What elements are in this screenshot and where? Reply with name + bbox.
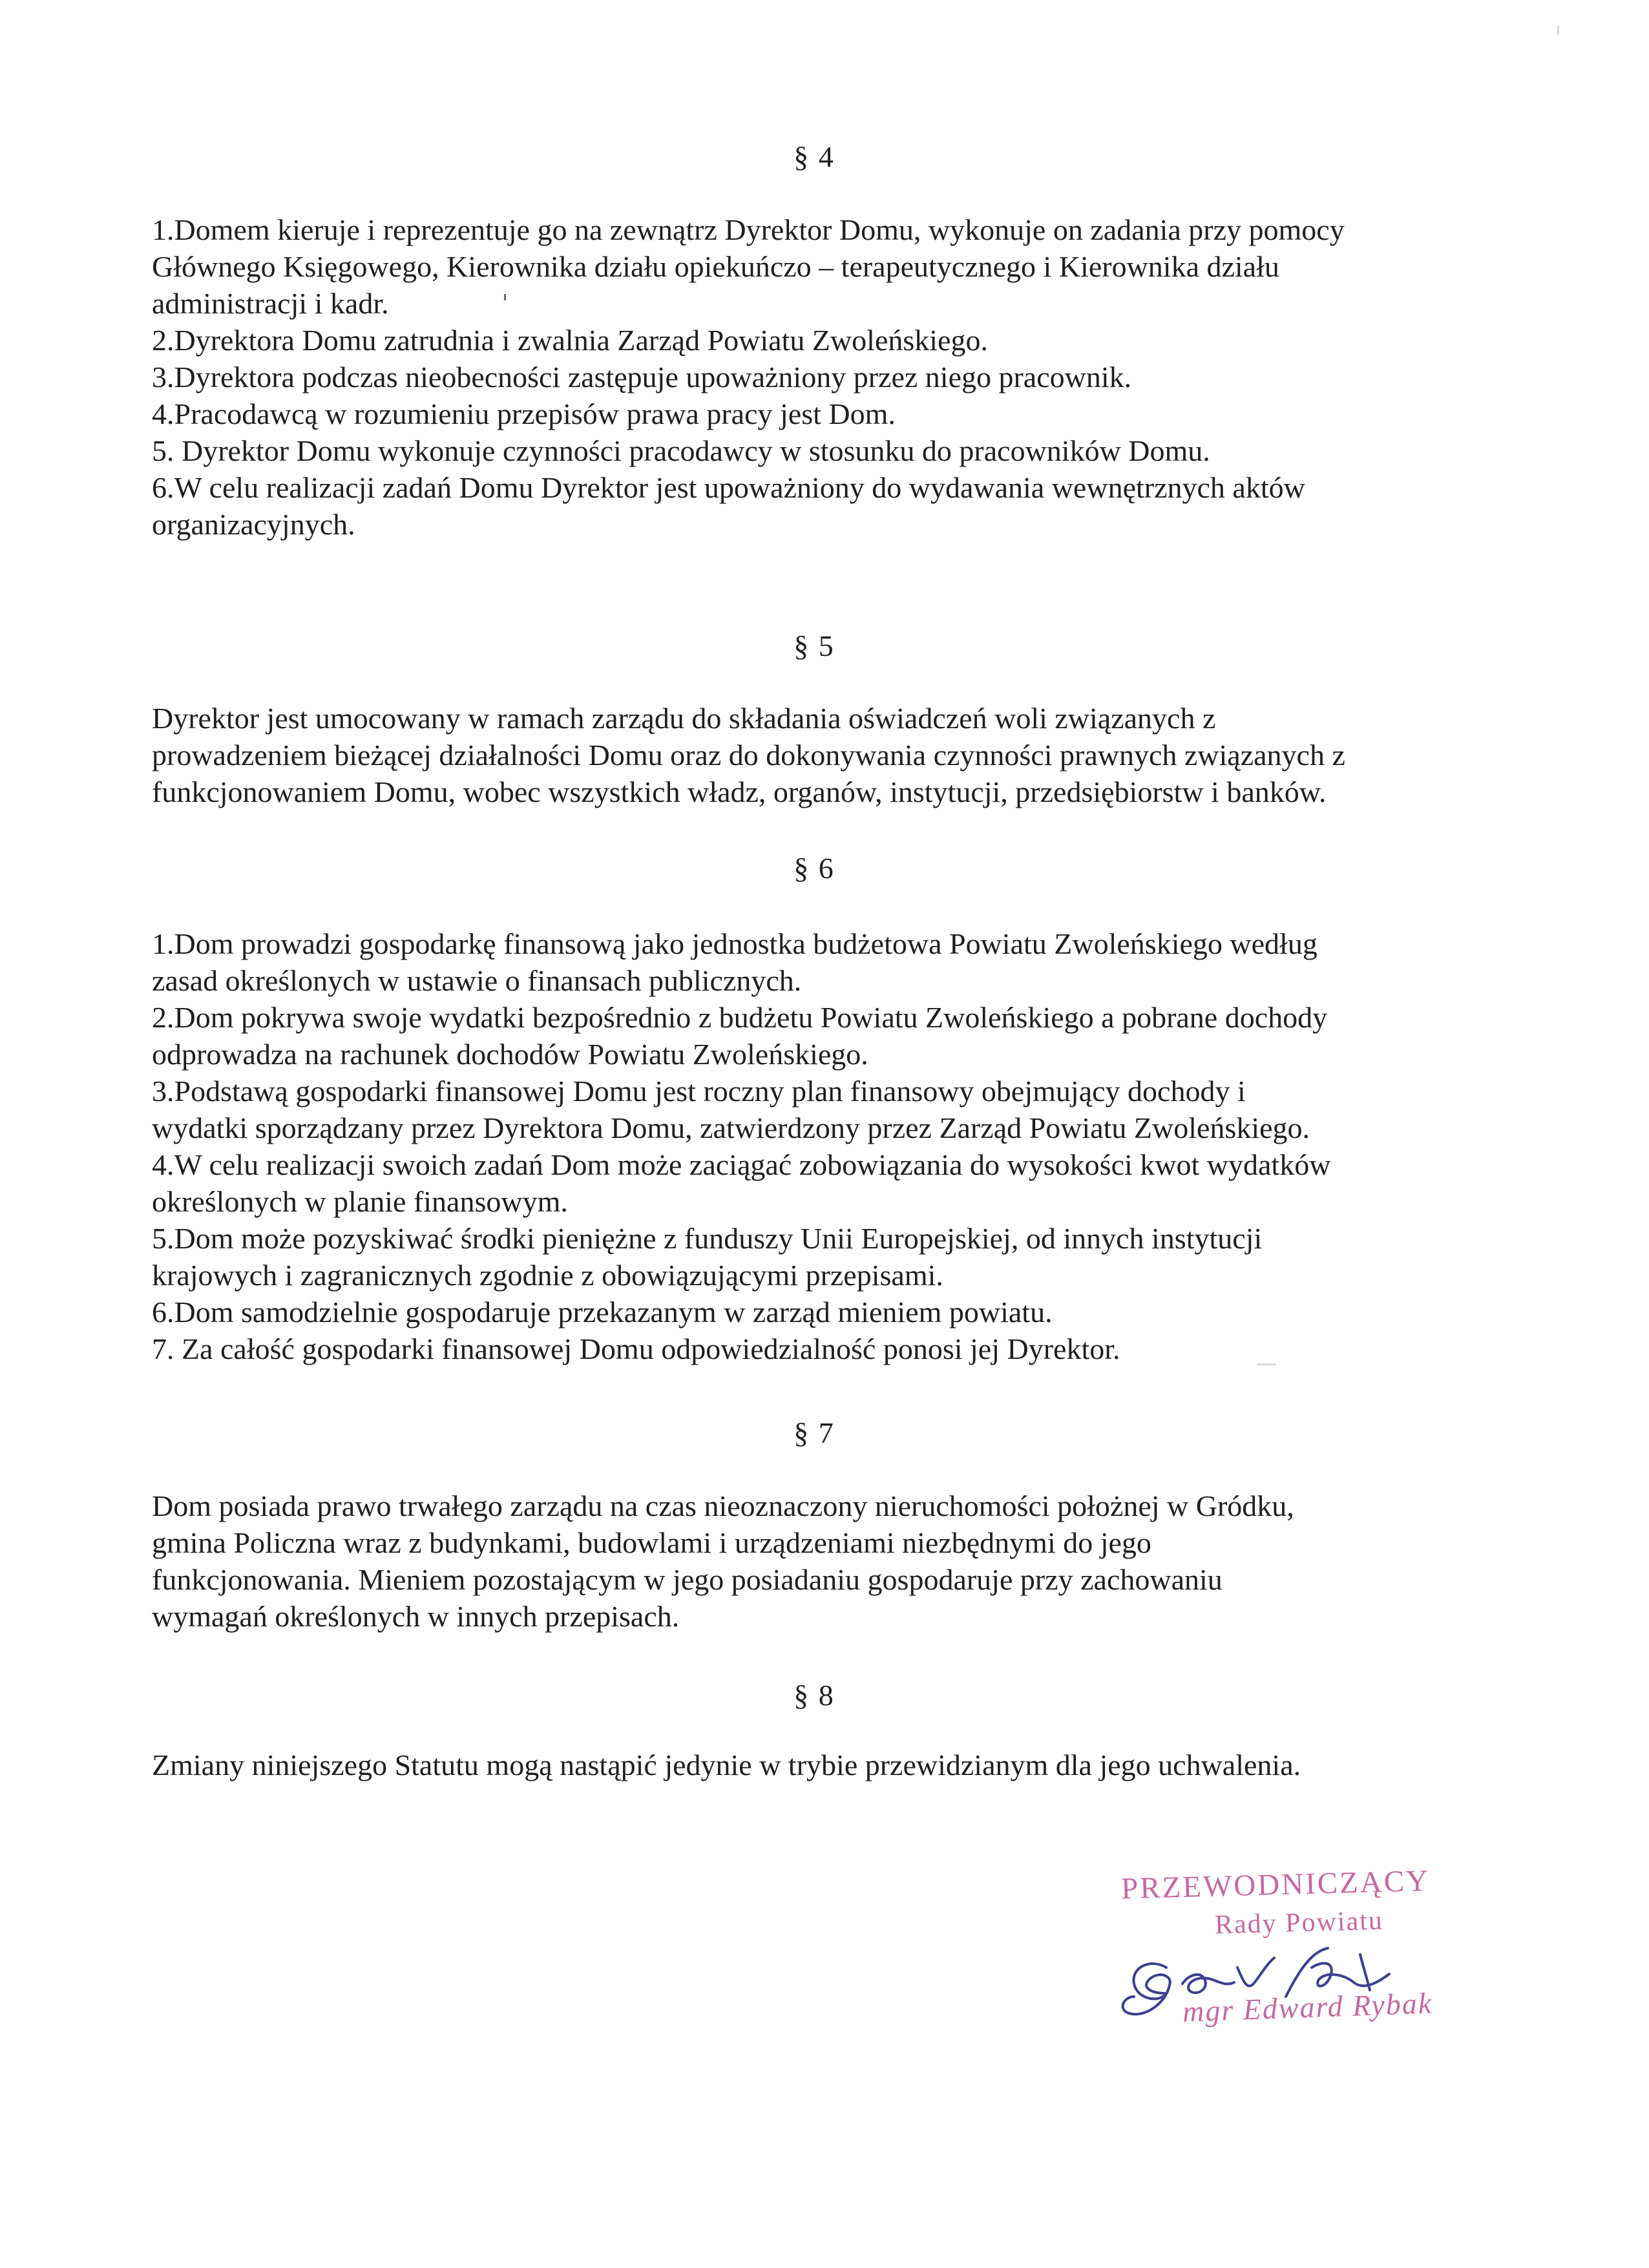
section-6-body — [152, 925, 1515, 1367]
section-6-line: 1.Dom prowadzi gospodarkę finansową jako jednostka budżetowa Powiatu Zwoleńskiego według — [152, 927, 1318, 960]
scan-artifact — [1257, 1363, 1276, 1365]
section-4-line: administracji i kadr. — [152, 287, 389, 320]
section-6-line: 4.W celu realizacji swoich zadań Dom może zaciągać zobowiązania do wysokości kwot wydatków — [152, 1148, 1331, 1181]
section-6-line: 7. Za całość gospodarki finansowej Domu odpowiedzialność ponosi jej Dyrektor. — [152, 1332, 1120, 1365]
section-4-line: 5. Dyrektor Domu wykonuje czynności pracodawcy w stosunku do pracowników Domu. — [152, 434, 1210, 467]
section-7-body — [152, 1487, 1515, 1635]
section-8-line: Zmiany niniejszego Statutu mogą nastąpić jedynie w trybie przewidzianym dla jego uchwalenia. — [152, 1748, 1301, 1781]
section-4-line: 4.Pracodawcą w rozumieniu przepisów prawa pracy jest Dom. — [152, 397, 896, 430]
section-5-body — [152, 700, 1515, 810]
section-5-line: prowadzeniem bieżącej działalności Domu oraz do dokonywania czynności prawnych związanych z — [152, 739, 1345, 772]
section-5-heading: § 5 — [793, 629, 835, 662]
section-6-line: 2.Dom pokrywa swoje wydatki bezpośrednio z budżetu Powiatu Zwoleńskiego a pobrane dochody — [152, 1001, 1328, 1034]
stamp-name: mgr Edward Rybak — [1182, 1986, 1433, 2028]
section-7-line: funkcjonowania. Mieniem pozostającym w jego posiadaniu gospodaruje przy zachowaniu — [152, 1563, 1223, 1596]
section-4-line: 3.Dyrektora podczas nieobecności zastępuje upoważniony przez niego pracownik. — [152, 361, 1132, 394]
section-6-line: 6.Dom samodzielnie gospodaruje przekazanym w zarząd mieniem powiatu. — [152, 1296, 1053, 1328]
handwritten-signature-icon — [1105, 1906, 1415, 2042]
section-4-line: Głównego Księgowego, Kierownika działu opiekuńczo – terapeutycznego i Kierownika działu — [152, 250, 1279, 283]
chairman-stamp — [1092, 1864, 1433, 2087]
section-6-line: 3.Podstawą gospodarki finansowej Domu jest roczny plan finansowy obejmujący dochody i — [152, 1075, 1246, 1108]
section-6-line: krajowych i zagranicznych zgodnie z obowiązującymi przepisami. — [152, 1259, 943, 1292]
section-7-line: wymagań określonych w innych przepisach. — [152, 1600, 680, 1633]
section-6-line: określonych w planie finansowym. — [152, 1185, 568, 1218]
stamp-title: PRZEWODNICZĄCY — [1120, 1864, 1431, 1906]
scan-artifact — [504, 294, 506, 300]
section-6-line: odprowadza na rachunek dochodów Powiatu Zwoleńskiego. — [152, 1038, 868, 1071]
section-8-heading: § 8 — [793, 1679, 835, 1712]
section-7-heading: § 7 — [793, 1416, 835, 1449]
section-4-heading: § 4 — [793, 140, 835, 173]
section-6-line: wydatki sporządzany przez Dyrektora Domu, zatwierdzony przez Zarząd Powiatu Zwoleńskiego. — [152, 1111, 1310, 1144]
section-7-line: Dom posiada prawo trwałego zarządu na czas nieoznaczony nieruchomości położnej w Gródku, — [152, 1489, 1294, 1522]
section-8-body — [152, 1747, 1515, 1783]
section-6-heading: § 6 — [793, 852, 835, 885]
section-7-line: gmina Policzna wraz z budynkami, budowlami i urządzeniami niezbędnymi do jego — [152, 1526, 1151, 1559]
section-6-line: 5.Dom może pozyskiwać środki pieniężne z funduszy Unii Europejskiej, od innych instytucji — [152, 1222, 1263, 1255]
section-4-line: organizacyjnych. — [152, 508, 355, 541]
stamp-subtitle: Rady Powiatu — [1214, 1906, 1384, 1940]
section-5-line: funkcjonowaniem Domu, wobec wszystkich władz, organów, instytucji, przedsiębiorstw i banków. — [152, 775, 1327, 808]
scan-artifact — [1557, 26, 1559, 35]
section-4-line: 1.Domem kieruje i reprezentuje go na zewnątrz Dyrektor Domu, wykonuje on zadania przy pomocy — [152, 213, 1345, 246]
section-4-line: 2.Dyrektora Domu zatrudnia i zwalnia Zarząd Powiatu Zwoleńskiego. — [152, 324, 988, 357]
section-5-line: Dyrektor jest umocowany w ramach zarządu do składania oświadczeń woli związanych z — [152, 702, 1216, 735]
section-6-line: zasad określonych w ustawie o finansach publicznych. — [152, 964, 802, 997]
section-4-body — [152, 211, 1515, 543]
section-4-line: 6.W celu realizacji zadań Domu Dyrektor jest upoważniony do wydawania wewnętrznych aktów — [152, 471, 1305, 504]
